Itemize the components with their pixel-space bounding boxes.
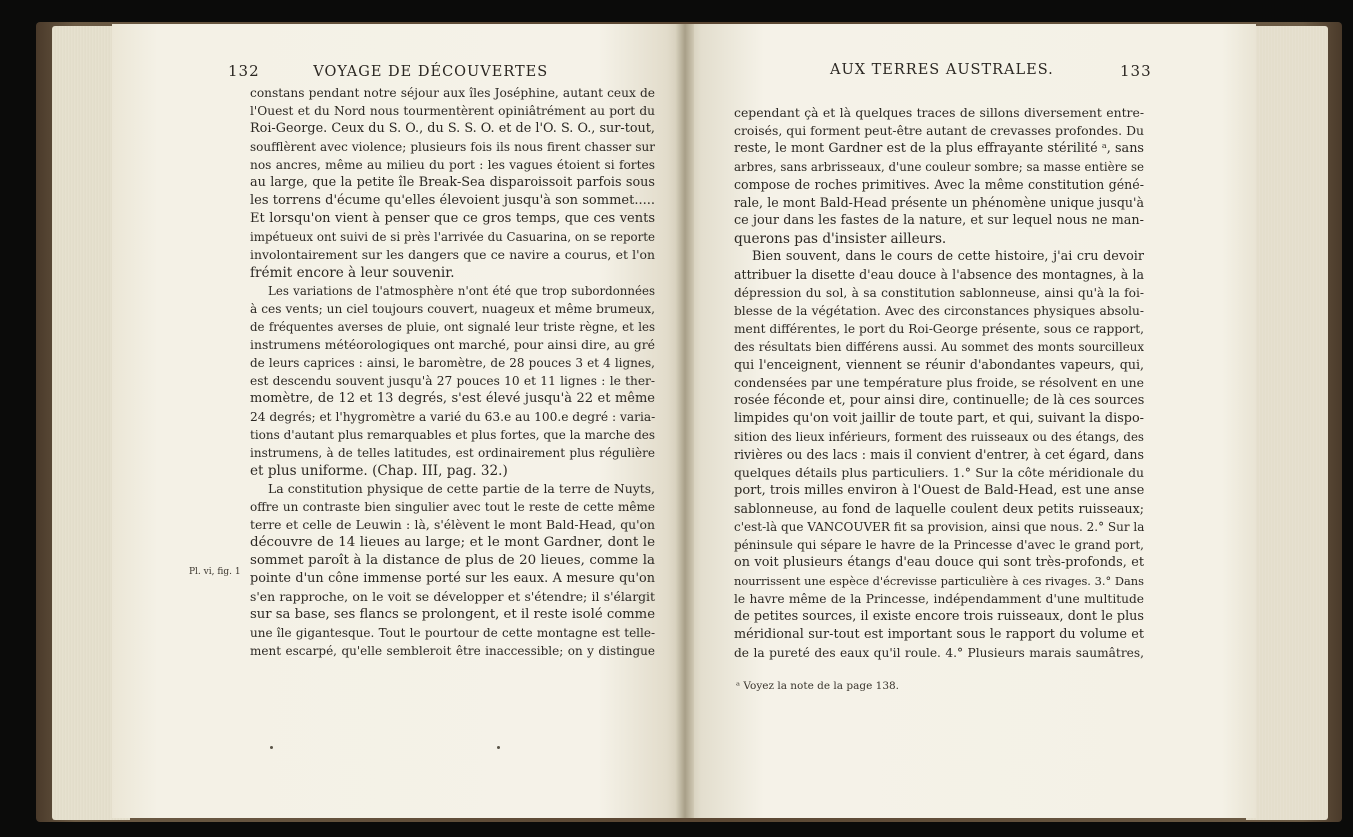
text-line: cependant çà et là quelques traces de sillons diversement entre- — [734, 105, 1144, 120]
text-line: constans pendant notre séjour aux îles Joséphine, autant ceux de — [250, 86, 655, 100]
right-page-number: 133 — [1120, 62, 1152, 80]
text-line: est descendu souvent jusqu'à 27 pouces 10 et 11 lignes : le ther- — [250, 374, 655, 388]
text-line: rale, le mont Bald-Head présente un phénomène unique jusqu'à — [734, 195, 1144, 210]
text-line: de fréquentes averses de pluie, ont signalé leur triste règne, et les — [250, 320, 655, 334]
text-line: compose de roches primitives. Avec la même constitution géné- — [734, 177, 1144, 192]
text-line: terre et celle de Leuwin : là, s'élèvent le mont Bald-Head, qu'on — [250, 517, 655, 532]
text-line: soufflèrent avec violence; plusieurs fois ils nous firent chasser sur — [250, 140, 655, 154]
text-line: ment différentes, le port du Roi-George présente, sous ce rapport, — [734, 322, 1144, 336]
text-line: de la pureté des eaux qu'il roule. 4.° Plusieurs marais saumâtres, — [734, 646, 1144, 660]
text-line: frémit encore à leur souvenir. — [250, 265, 455, 281]
text-line: ment escarpé, qu'elle sembleroit être inaccessible; on y distingue — [250, 644, 655, 658]
right-running-title: AUX TERRES AUSTRALES. — [830, 62, 1054, 78]
text-line: on voit plusieurs étangs d'eau douce qui sont très-profonds, et — [734, 555, 1144, 570]
text-line: involontairement sur les dangers que ce navire a courus, et l'on — [250, 247, 655, 262]
text-line: rivières ou des lacs : mais il convient d'entrer, à cet égard, dans — [734, 447, 1144, 462]
text-line: port, trois milles environ à l'Ouest de Bald-Head, est une anse — [734, 483, 1145, 498]
right-running-head — [830, 62, 1160, 78]
text-line: nourrissent une espèce d'écrevisse particulière à ces rivages. 3.° Dans — [734, 574, 1144, 588]
text-line: sur sa base, ses flancs se prolongent, et il reste isolé comme — [250, 607, 655, 622]
text-line: méridional sur-tout est important sous le rapport du volume et — [734, 627, 1144, 642]
text-line: c'est-là que VANCOUVER fit sa provision, ainsi que nous. 2.° Sur la — [734, 520, 1145, 534]
left-running-head — [228, 62, 558, 80]
text-line: offre un contraste bien singulier avec tout le reste de cette même — [250, 500, 655, 514]
text-line: les torrens d'écume qu'elles élevoient jusqu'à son sommet..... — [250, 193, 655, 208]
text-line: instrumens, à de telles latitudes, est ordinairement plus régulière — [250, 446, 655, 460]
text-line: l'Ouest et du Nord nous tourmentèrent opiniâtrément au port du — [250, 104, 655, 118]
text-line: instrumens météorologiques ont marché, pour ainsi dire, au gré — [250, 337, 655, 352]
left-body-text — [250, 84, 655, 660]
text-line: limpides qu'on voit jaillir de toute part, et qui, suivant la dispo- — [734, 411, 1144, 426]
text-line: découvre de 14 lieues au large; et le mont Gardner, dont le — [250, 535, 655, 550]
footnote: ᵃ Voyez la note de la page 138. — [736, 680, 900, 692]
text-line: de leurs caprices : ainsi, le baromètre, de 28 pouces 3 et 4 lignes, — [250, 356, 655, 370]
text-line: sablonneuse, au fond de laquelle coulent deux petits ruisseaux; — [734, 501, 1144, 516]
text-line: querons pas d'insister ailleurs. — [734, 231, 947, 247]
text-line: condensées par une température plus froide, se résolvent en une — [734, 375, 1144, 390]
text-line: reste, le mont Gardner est de la plus effrayante stérilité ᵃ, sans — [734, 141, 1144, 156]
text-line: blesse de la végétation. Avec des circonstances physiques absolu- — [734, 304, 1144, 318]
text-line: une île gigantesque. Tout le pourtour de cette montagne est telle- — [250, 626, 655, 640]
margin-note: Pl. vi, fig. 1 — [189, 567, 241, 577]
text-line: Bien souvent, dans le cours de cette histoire, j'ai cru devoir — [752, 249, 1144, 264]
text-line: dépression du sol, à sa constitution sablonneuse, ainsi qu'à la foi- — [734, 286, 1144, 300]
text-line: La constitution physique de cette partie de la terre de Nuyts, — [268, 481, 655, 496]
text-line: rosée féconde et, pour ainsi dire, continuelle; de là ces sources — [734, 393, 1145, 408]
text-line: impétueux ont suivi de si près l'arrivée du Casuarina, on se reporte — [250, 230, 655, 244]
text-line: croisés, qui forment peut-être autant de crevasses profondes. Du — [734, 123, 1144, 138]
text-line: Roi-George. Ceux du S. O., du S. S. O. et de l'O. S. O., sur-tout, — [250, 121, 655, 136]
text-line: momètre, de 12 et 13 degrés, s'est élevé jusqu'à 22 et même — [250, 391, 655, 406]
text-line: arbres, sans arbrisseaux, d'une couleur sombre; sa masse entière se — [734, 160, 1144, 174]
left-page-number: 132 — [228, 62, 260, 80]
page-mark — [270, 746, 273, 749]
text-line: au large, que la petite île Break-Sea disparoissoit parfois sous — [250, 175, 655, 190]
text-line: le havre même de la Princesse, indépendamment d'une multitude — [734, 592, 1144, 606]
text-line: de petites sources, il existe encore trois ruisseaux, dont le plus — [734, 609, 1144, 624]
text-line: qui l'enceignent, viennent se réunir d'abondantes vapeurs, qui, — [734, 357, 1144, 372]
page-mark — [497, 746, 500, 749]
text-line: nos ancres, même au milieu du port : les vagues étoient si fortes — [250, 158, 655, 172]
text-line: ce jour dans les fastes de la nature, et sur lequel nous ne man- — [734, 213, 1144, 228]
text-line: Les variations de l'atmosphère n'ont été que trop subordonnées — [268, 284, 655, 298]
text-line: sition des lieux inférieurs, forment des ruisseaux ou des étangs, des — [734, 430, 1144, 444]
text-line: Et lorsqu'on vient à penser que ce gros temps, que ces vents — [250, 211, 655, 226]
page-edges-right — [1246, 26, 1328, 820]
left-running-title: VOYAGE DE DÉCOUVERTES — [313, 64, 549, 80]
text-line: tions d'autant plus remarquables et plus fortes, que la marche des — [250, 428, 656, 442]
text-line: sommet paroît à la distance de plus de 20 lieues, comme la — [250, 553, 655, 568]
text-line: et plus uniforme. (Chap. III, pag. 32.) — [250, 463, 508, 479]
text-line: s'en rapproche, on le voit se développer et s'étendre; il s'élargit — [250, 589, 655, 604]
text-line: pointe d'un cône immense porté sur les eaux. A mesure qu'on — [250, 571, 655, 586]
text-line: à ces vents; un ciel toujours couvert, nuageux et même brumeux, — [250, 302, 655, 316]
text-line: péninsule qui sépare le havre de la Princesse d'avec le grand port, — [734, 538, 1144, 552]
text-line: 24 degrés; et l'hygromètre a varié du 63.e au 100.e degré : varia- — [250, 410, 656, 424]
right-body-text — [734, 104, 1144, 662]
text-line: attribuer la disette d'eau douce à l'absence des montagnes, à la — [734, 267, 1144, 282]
text-line: des résultats bien différens aussi. Au sommet des monts sourcilleux — [734, 340, 1144, 354]
text-line: quelques détails plus particuliers. 1.° Sur la côte méridionale du — [734, 465, 1144, 480]
book-gutter — [676, 24, 694, 818]
